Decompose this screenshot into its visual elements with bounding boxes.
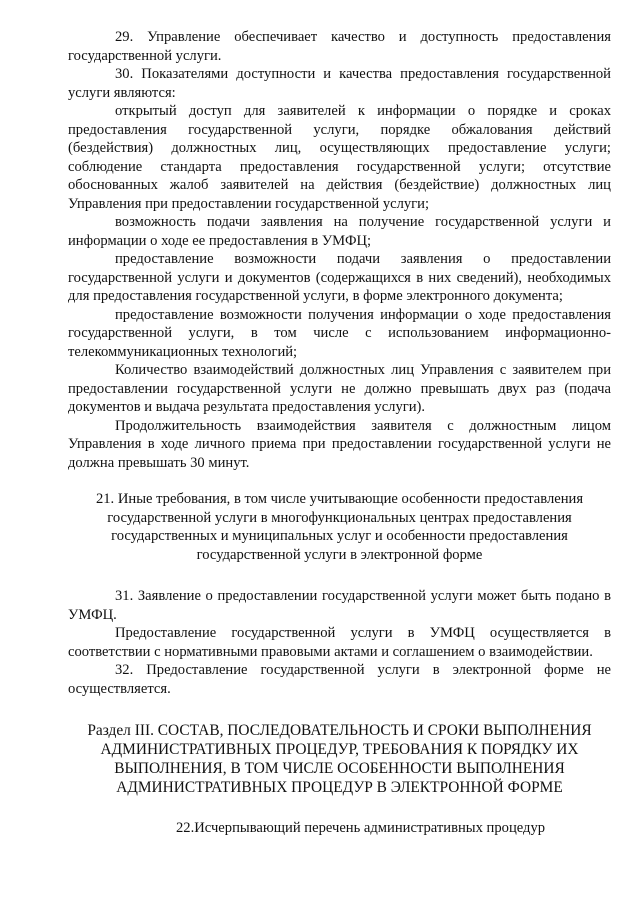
section-3-title: Раздел III. СОСТАВ, ПОСЛЕДОВАТЕЛЬНОСТЬ И СРОКИ ВЫПОЛНЕНИЯ АДМИНИСТРАТИВНЫХ ПРОЦЕДУР, ТРЕБОВАНИЯ К ПОРЯДКУ ИХ ВЫПОЛНЕНИЯ, В ТОМ ЧИСЛЕ ОСОБЕННОСТИ ВЫПОЛНЕНИЯ АДМИНИСТРАТИВНЫХ ПРОЦЕДУР В ЭЛЕКТРОННОЙ ФОРМЕ bbox=[87, 722, 592, 796]
paragraph-32: 32. Предоставление государственной услуги в электронной форме не осуществляется. bbox=[68, 662, 611, 697]
heading-21: 21. Иные требования, в том числе учитывающие особенности предоставления государственной услуги в многофункциональных центрах предоставления государственных и муниципальных услуг и особенности предоставления государственной услуги в электронной форме bbox=[95, 491, 584, 563]
subheading-22: 22.Исчерпывающий перечень административных процедур bbox=[176, 820, 546, 836]
paragraph-open-access: открытый доступ для заявителей к информации о порядке и сроках предоставления государственной услуги, порядке обжалования действий (бездействия) должностных лиц, осуществляющих предоставление услуги; соблюдение стандарта предоставления государственной услуги; отсутствие обоснованных жалоб заявителей на действия (бездействие) должностных лиц Управления при предоставлении государственной услуги; bbox=[68, 103, 611, 212]
paragraph-29: 29. Управление обеспечивает качество и доступность предоставления государственной услуги. bbox=[68, 29, 611, 64]
paragraph-30: 30. Показателями доступности и качества предоставления государственной услуги являются: bbox=[68, 66, 611, 101]
paragraph-interaction-duration: Продолжительность взаимодействия заявителя с должностным лицом Управления в ходе личного приема при предоставлении государственной услуги не должна превышать 30 минут. bbox=[68, 417, 611, 471]
paragraph-umfc-provision: Предоставление государственной услуги в УМФЦ осуществляется в соответствии с нормативными правовыми актами и соглашением о взаимодействии. bbox=[68, 625, 611, 660]
paragraph-progress-info: предоставление возможности получения информации о ходе предоставления государственной услуги, в том числе с использованием информационно-телекоммуникационных технологий; bbox=[68, 306, 611, 360]
paragraph-31: 31. Заявление о предоставлении государственной услуги может быть подано в УМФЦ. bbox=[68, 588, 611, 623]
document-page bbox=[68, 28, 611, 838]
paragraph-electronic-submission: предоставление возможности подачи заявления о предоставлении государственной услуги и документов (содержащихся в них сведений), необходимых для предоставления государственной услуги, в форме электронного документа; bbox=[68, 251, 611, 304]
paragraph-interactions-count: Количество взаимодействий должностных лиц Управления с заявителем при предоставлении государственной услуги не должно превышать двух раз (подача документов и выдача результата предоставления услуги). bbox=[68, 362, 611, 415]
paragraph-submission-umfc: возможность подачи заявления на получение государственной услуги и информации о ходе ее предоставления в УМФЦ; bbox=[68, 214, 611, 249]
